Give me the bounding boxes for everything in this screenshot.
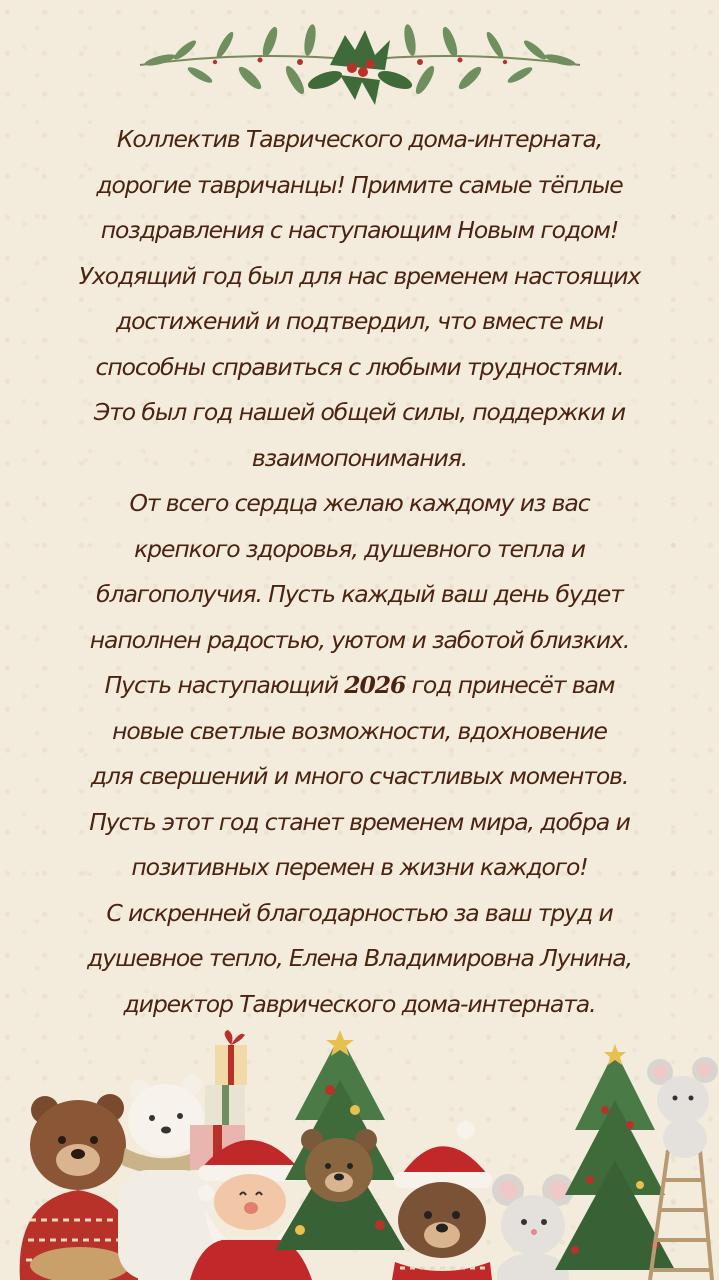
greeting-line: для свершений и много счастливых моментов. [90,762,629,790]
greeting-line: Уходящий год был для нас временем настоящих [78,261,641,290]
greeting-line: Коллектив Таврического дома-интерната, [116,125,603,153]
year-number: 2026 [344,671,406,699]
greeting-line: новые светлые возможности, вдохновение [112,716,607,745]
greeting-line: наполнен радостью, уютом и заботой близких. [89,625,630,654]
greeting-line: позитивных перемен в жизни каждого! [131,853,588,881]
greeting-line: душевное тепло, Елена Владимировна Лунина, [87,944,632,972]
greeting-line: Это был год нашей общей силы, поддержки и [93,398,626,426]
mouse-icon [647,1057,718,1158]
greeting-line-year [20,663,699,709]
greeting-line: способны справиться с любыми трудностями. [95,352,624,381]
bear-in-santa-hat-icon [392,1121,492,1280]
greeting-line: директор Таврического дома-интерната. [123,989,596,1018]
greeting-line: достижений и подтвердил, что вместе мы [115,307,604,335]
greeting-line: Пусть этот год станет временем мира, добра и [89,807,630,836]
greeting-line: дорогие тавричанцы! Примите самые тёплые [96,170,623,199]
greeting-line: От всего сердца желаю каждому из вас [129,489,590,517]
greeting-text-part: год принесёт вам [411,671,615,699]
greeting-line: благополучия. Пусть каждый ваш день будет [96,580,623,608]
holly-garland-icon [130,20,590,120]
christmas-scene [0,1030,719,1280]
greeting-line: крепкого здоровья, душевного тепла и [134,534,585,563]
greeting-line: С искренней благодарностью за ваш труд и [106,898,613,927]
greeting-text-part: Пусть наступающий [104,671,338,699]
greeting-line: поздравления с наступающим Новым годом! [100,216,619,244]
polar-bear-icon [118,1075,213,1280]
greeting-text [20,117,699,1027]
greeting-line: взаимопонимания. [251,443,468,472]
